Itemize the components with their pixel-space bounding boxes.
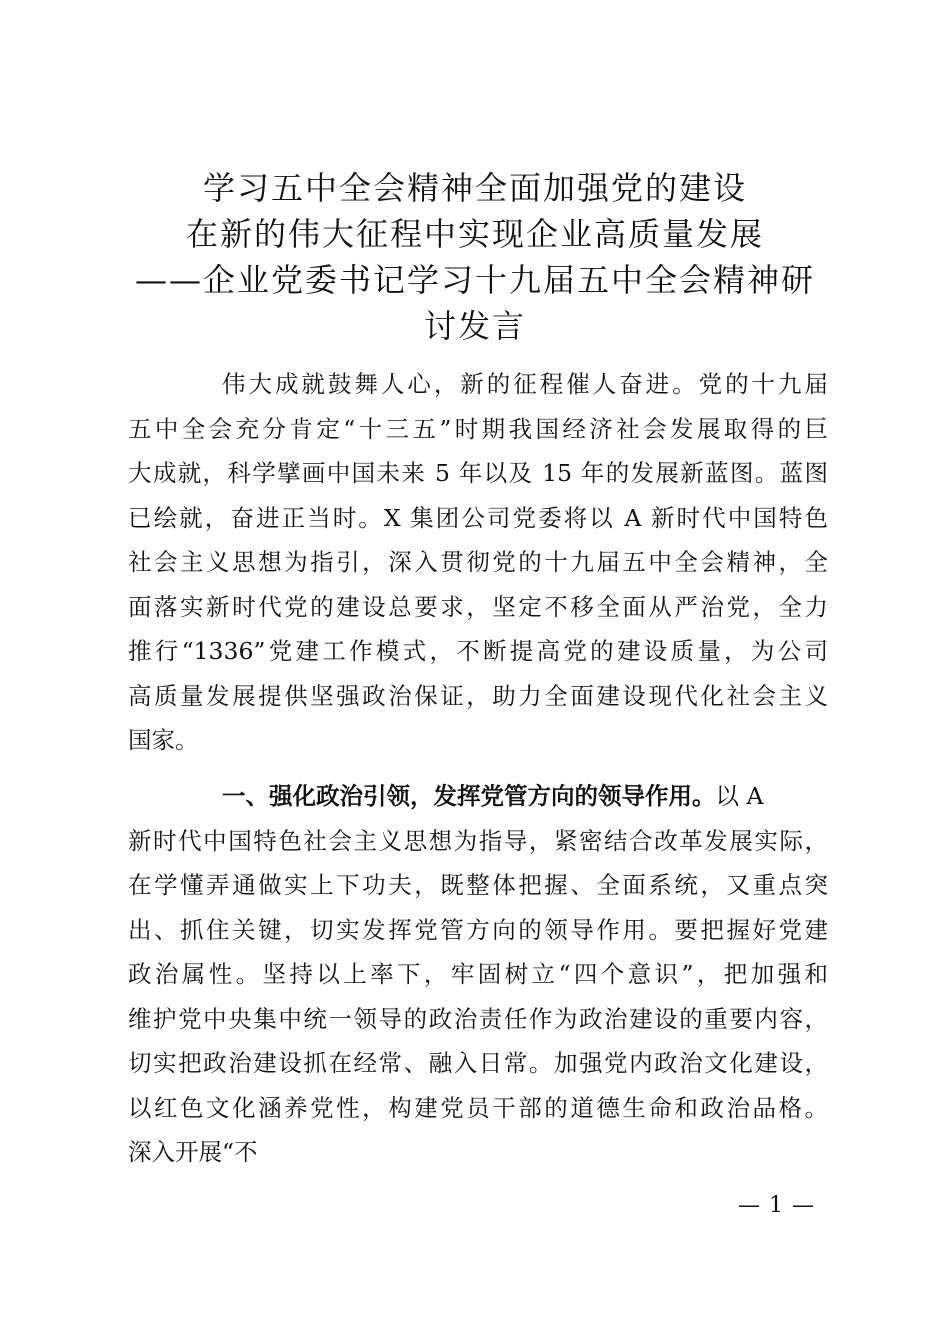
paragraph-line: 面落实新时代党的建设总要求，坚定不移全面从严治党，全力: [128, 592, 828, 621]
paragraph-line: 新时代中国特色社会主义思想为指导，紧密结合改革发展实际，: [128, 826, 828, 855]
paragraph-line: 伟大成就鼓舞人心，新的征程催人奋进。党的十九届: [222, 370, 828, 398]
paragraph-line: 已绘就，奋进正当时。X 集团公司党委将以 A 新时代中国特色: [128, 503, 828, 532]
section-heading-line: [128, 774, 828, 819]
paragraph-line: 切实把政治建设抓在经常、融入日常。加强党内政治文化建设，: [128, 1049, 828, 1077]
title-line-1: 学习五中全会精神全面加强党的建设: [202, 169, 747, 207]
paragraph-intro: [128, 362, 828, 763]
paragraph-line: 以红色文化涵养党性，构建党员干部的道德生命和政治品格。: [128, 1093, 828, 1122]
section-heading: 一、强化政治引领，发挥党管方向的领导作用。: [222, 782, 716, 810]
section-heading-tail: 以 A: [715, 782, 764, 810]
paragraph-line: 社会主义思想为指引，深入贯彻党的十九届五中全会精神，全: [128, 548, 828, 576]
paragraph-line: 推行“1336”党建工作模式，不断提高党的建设质量，为公司: [128, 637, 828, 665]
paragraph-line: 国家。: [128, 726, 199, 754]
paragraph-line: 政治属性。坚持以上率下，牢固树立“四个意识”，把加强和: [128, 960, 828, 988]
paragraph-section-1: [128, 774, 828, 1175]
document-title: [100, 165, 850, 349]
title-line-3: ——企业党委书记学习十九届五中全会精神研: [134, 261, 815, 299]
paragraph-line: 维护党中央集中统一领导的政治责任作为政治建设的重要内容，: [128, 1004, 828, 1033]
page-number: — 1 —: [738, 1193, 815, 1218]
title-line-4: 讨发言: [423, 307, 526, 345]
paragraph-line: 大成就，科学擘画中国未来 5 年以及 15 年的发展新蓝图。蓝图: [128, 459, 828, 487]
paragraph-line: 在学懂弄通做实上下功夫，既整体把握、全面系统，又重点突: [128, 871, 828, 899]
paragraph-line: 出、抓住关键，切实发挥党管方向的领导作用。要把握好党建: [128, 915, 828, 944]
paragraph-line: 高质量发展提供坚强政治保证，助力全面建设现代化社会主义: [128, 681, 828, 710]
title-line-2: 在新的伟大征程中实现企业高质量发展: [185, 215, 764, 253]
paragraph-line: 深入开展“不: [128, 1138, 258, 1166]
paragraph-line: 五中全会充分肯定“十三五”时期我国经济社会发展取得的巨: [128, 414, 828, 443]
